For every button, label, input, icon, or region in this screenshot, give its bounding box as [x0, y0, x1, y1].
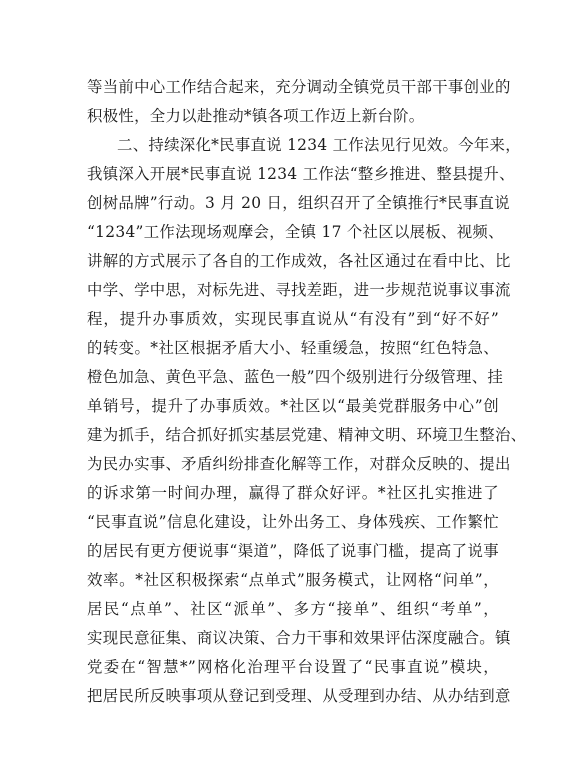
paragraph-line: “1234”工作法现场观摩会，全镇 17 个社区以展板、视频、 [87, 223, 504, 241]
paragraph-line: 居民“点单”、社区“派单”、多方“接单”、组织“考单”， [87, 600, 499, 618]
paragraph-line: 积极性，全力以赴推动*镇各项工作迈上新台阶。 [87, 107, 425, 125]
paragraph-line: 我镇深入开展*民事直说 1234 工作法“整乡推进、整县提升、 [87, 165, 515, 183]
paragraph-line: 程，提升办事质效，实现民事直说从“有没有”到“好不好” [87, 310, 499, 328]
paragraph-line: 把居民所反映事项从登记到受理、从受理到办结、从办结到意 [87, 687, 511, 705]
paragraph-line: “民事直说”信息化建设，让外出务工、身体残疾、工作繁忙 [87, 513, 499, 531]
paragraph-line: 效率。*社区积极探索“点单式”服务模式，让网格“问单”， [87, 571, 499, 589]
paragraph-line: 单销号，提升了办事质效。*社区以“最美党群服务中心”创 [87, 397, 499, 415]
paragraph-line: 的转变。*社区根据矛盾大小、轻重缓急，按照“红色特急、 [87, 339, 499, 357]
paragraph-line: 中学、学中思，对标先进、寻找差距，进一步规范说事议事流 [87, 281, 511, 299]
paragraph-line: 讲解的方式展示了各自的工作成效，各社区通过在看中比、比 [87, 252, 511, 270]
paragraph-line: 等当前中心工作结合起来，充分调动全镇党员干部干事创业的 [87, 78, 511, 96]
paragraph-line: 建为抓手，结合抓好抓实基层党建、精神文明、环境卫生整治、 [87, 426, 527, 444]
paragraph-line: 的诉求第一时间办理，赢得了群众好评。*社区扎实推进了 [87, 484, 499, 502]
paragraph-line: 的居民有更方便说事“渠道”，降低了说事门槛，提高了说事 [87, 542, 499, 560]
paragraph-line: 为民办实事、矛盾纠纷排查化解等工作，对群众反映的、提出 [87, 455, 511, 473]
paragraph-line: 党委在“智慧*”网格化治理平台设置了“民事直说”模块， [87, 658, 499, 676]
paragraph-line: 创树品牌”行动。3 月 20 日，组织召开了全镇推行*民事直说 [87, 194, 510, 212]
paragraph-line: 二、持续深化*民事直说 1234 工作法见行见效。今年来， [117, 136, 521, 154]
paragraph-line: 实现民意征集、商议决策、合力干事和效果评估深度融合。镇 [87, 629, 511, 647]
paragraph-line: 橙色加急、黄色平急、蓝色一般”四个级别进行分级管理、挂 [87, 368, 504, 386]
